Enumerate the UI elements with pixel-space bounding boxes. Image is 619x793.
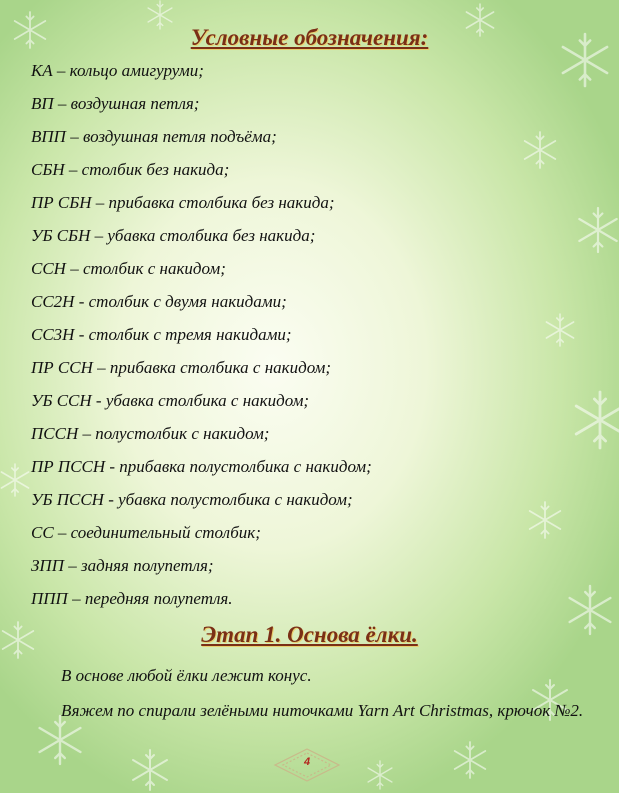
legend-item: КА – кольцо амигуруми;	[31, 61, 204, 80]
legend-item: ПР ПССН - прибавка полустолбика с накидом;	[31, 457, 372, 476]
legend-item: СС – соединительный столбик;	[31, 523, 261, 542]
page-number: 4	[303, 756, 311, 768]
legend-item: УБ СБН – убавка столбика без накида;	[31, 226, 316, 245]
legend-item: СС2Н - столбик с двумя накидами;	[31, 292, 287, 311]
legend-item: ПР ССН – прибавка столбика с накидом;	[31, 358, 332, 377]
legend-item: УБ ССН - убавка столбика с накидом;	[31, 391, 310, 410]
legend-item: ССН – столбик с накидом;	[31, 259, 226, 278]
stage-heading: Этап 1. Основа ёлки.	[201, 622, 418, 647]
legend-heading: Условные обозначения:	[190, 25, 429, 50]
legend-item: ПССН – полустолбик с накидом;	[31, 424, 270, 443]
body-paragraph: В основе любой ёлки лежит конус.	[61, 666, 312, 685]
page-number-badge	[271, 746, 343, 784]
legend-item: ЗПП – задняя полупетля;	[31, 556, 214, 575]
body-paragraph: Вяжем по спирали зелёными ниточками Yarn Art Christmas, крючок №2.	[61, 701, 584, 720]
legend-item: СС3Н - столбик с тремя накидами;	[31, 325, 292, 344]
legend-item: ВПП – воздушная петля подъёма;	[31, 127, 277, 146]
legend-item: ВП – воздушная петля;	[31, 94, 200, 113]
legend-item: ПР СБН – прибавка столбика без накида;	[31, 193, 335, 212]
legend-item: СБН – столбик без накида;	[31, 160, 230, 179]
legend-item: ППП – передняя полупетля.	[31, 589, 233, 608]
legend-item: УБ ПССН - убавка полустолбика с накидом;	[31, 490, 353, 509]
